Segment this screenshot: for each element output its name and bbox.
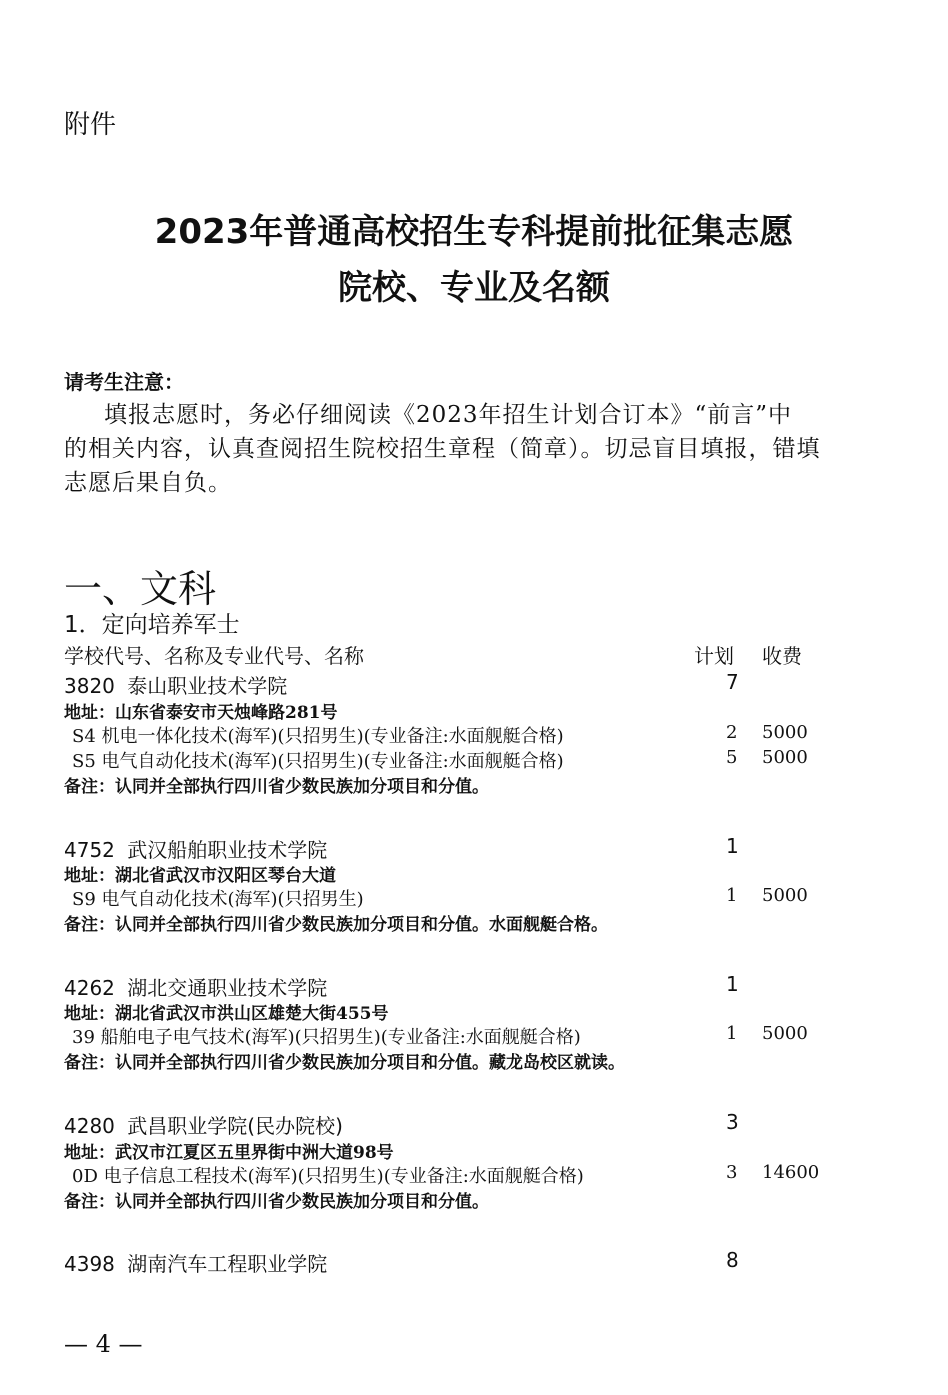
column-header-plan: 计划 — [694, 644, 734, 668]
school-code: 4280 — [64, 1114, 115, 1138]
page-number: — 4 — — [64, 1330, 143, 1358]
notice-line-1: 填报志愿时，务必仔细阅读《2023年招生计划合订本》“前言”中 — [104, 402, 793, 428]
major-plan: 3 — [726, 1162, 738, 1183]
school-address: 地址：武汉市江夏区五里界街中洲大道98号 — [64, 1143, 394, 1163]
school-row — [64, 834, 327, 863]
major-plan: 5 — [726, 747, 738, 768]
school-address: 地址：山东省泰安市天烛峰路281号 — [64, 703, 338, 723]
column-header-school: 学校代号、名称及专业代号、名称 — [64, 644, 364, 668]
major-fee: 5000 — [762, 722, 808, 743]
school-row — [64, 1248, 327, 1277]
school-address: 地址：湖北省武汉市汉阳区琴台大道 — [64, 866, 336, 886]
major-fee: 5000 — [762, 885, 808, 906]
school-plan: 1 — [726, 834, 739, 858]
school-name: 武昌职业学院(民办院校) — [127, 1114, 343, 1138]
school-remark: 备注：认同并全部执行四川省少数民族加分项目和分值。藏龙岛校区就读。 — [64, 1053, 625, 1073]
school-plan: 8 — [726, 1248, 739, 1272]
school-code: 4262 — [64, 976, 115, 1000]
major-fee: 14600 — [762, 1162, 820, 1183]
notice-heading: 请考生注意： — [64, 370, 184, 394]
school-remark: 备注：认同并全部执行四川省少数民族加分项目和分值。水面舰艇合格。 — [64, 915, 608, 935]
school-code: 3820 — [64, 674, 115, 698]
school-row — [64, 670, 287, 699]
section-subheading: 1．定向培养军士 — [64, 612, 240, 638]
school-plan: 3 — [726, 1110, 739, 1134]
major-name: 39 船舶电子电气技术(海军)(只招男生)(专业备注:水面舰艇合格) — [72, 1027, 581, 1048]
section-heading: 一、文科 — [64, 567, 217, 611]
school-row — [64, 972, 327, 1001]
major-name: S9 电气自动化技术(海军)(只招男生) — [72, 889, 364, 910]
major-fee: 5000 — [762, 747, 808, 768]
school-code: 4752 — [64, 838, 115, 862]
major-plan: 1 — [726, 1023, 738, 1044]
column-header-fee: 收费 — [762, 644, 802, 668]
school-plan: 1 — [726, 972, 739, 996]
document-title-line1: 2023年普通高校招生专科提前批征集志愿 — [154, 212, 794, 252]
major-plan: 2 — [726, 722, 738, 743]
school-remark: 备注：认同并全部执行四川省少数民族加分项目和分值。 — [64, 1192, 489, 1212]
attachment-label: 附件 — [64, 110, 117, 140]
major-name: S5 电气自动化技术(海军)(只招男生)(专业备注:水面舰艇合格) — [72, 751, 564, 772]
major-fee: 5000 — [762, 1023, 808, 1044]
notice-line-3: 志愿后果自负。 — [64, 470, 232, 496]
document-title-line2: 院校、专业及名额 — [338, 268, 610, 308]
school-name: 泰山职业技术学院 — [127, 674, 288, 698]
school-code: 4398 — [64, 1252, 115, 1276]
school-name: 湖北交通职业技术学院 — [127, 976, 328, 1000]
major-name: S4 机电一体化技术(海军)(只招男生)(专业备注:水面舰艇合格) — [72, 726, 564, 747]
school-name: 武汉船舶职业技术学院 — [127, 838, 328, 862]
major-name: 0D 电子信息工程技术(海军)(只招男生)(专业备注:水面舰艇合格) — [72, 1166, 584, 1187]
school-plan: 7 — [726, 670, 739, 694]
notice-line-2: 的相关内容，认真查阅招生院校招生章程（简章）。切忌盲目填报，错填 — [64, 436, 821, 462]
school-remark: 备注：认同并全部执行四川省少数民族加分项目和分值。 — [64, 777, 489, 797]
school-name: 湖南汽车工程职业学院 — [127, 1252, 328, 1276]
major-plan: 1 — [726, 885, 738, 906]
school-row — [64, 1110, 343, 1139]
school-address: 地址：湖北省武汉市洪山区雄楚大街455号 — [64, 1004, 389, 1024]
